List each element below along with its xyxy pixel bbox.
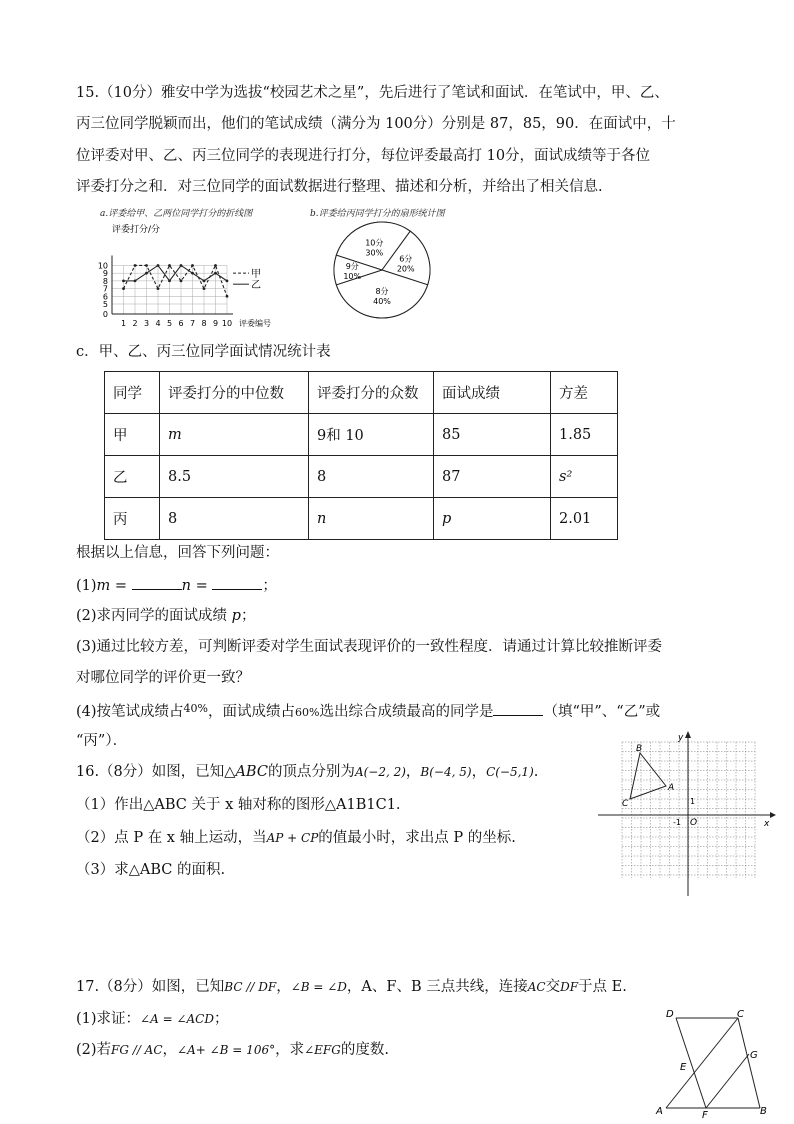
pie-percent: 20% <box>396 264 415 274</box>
table-cell: m <box>160 414 309 456</box>
expr: BC // DF <box>224 980 277 994</box>
data-point <box>145 272 148 275</box>
part4-text: ，面试成绩占 <box>208 704 295 720</box>
x-tick-label: 5 <box>166 319 173 328</box>
x-axis-arrow <box>770 812 776 818</box>
part4-text: (4)按笔试成绩占 <box>76 704 184 720</box>
q16-part3: （3）求△ABC 的面积. <box>76 862 226 878</box>
y-tick-label: 9 <box>102 269 108 279</box>
expr: ∠EFG <box>304 1043 341 1057</box>
label-c: C <box>737 1009 744 1020</box>
q17-text: 的度数. <box>340 1042 389 1058</box>
q17-part2 <box>76 1040 389 1060</box>
table-cell: 85 <box>434 414 551 456</box>
q17-text: ，求 <box>275 1042 305 1058</box>
q17-part1 <box>76 1009 228 1029</box>
label-y: y <box>678 733 684 743</box>
label-neg1: -1 <box>673 818 681 827</box>
expr: DF <box>560 980 579 994</box>
pie-label: 9分 <box>345 262 359 271</box>
q17-text: 17.（8分）如图，已知 <box>76 979 225 995</box>
chart-ylabel: 评委打分/分 <box>112 225 161 235</box>
q16-part1: （1）作出△ABC 关于 x 轴对称的图形△A1B1C1. <box>76 797 401 813</box>
point-c: C(−5,1) <box>486 765 534 779</box>
expr: AC <box>527 980 546 994</box>
y-tick-label: 7 <box>102 284 108 294</box>
expr: AP + CP <box>266 831 319 845</box>
table-header: 评委打分的众数 <box>309 372 434 414</box>
x-tick-label: 10 <box>221 319 233 328</box>
expr: FG // AC <box>111 1043 163 1057</box>
q16-text: 16.（8分）如图，已知△ <box>76 764 236 780</box>
part4-text: （填“甲”、“乙”或 <box>543 704 661 720</box>
q17-text: 于点 E. <box>578 979 627 995</box>
y-tick-label: 6 <box>102 292 108 302</box>
data-point <box>214 272 217 275</box>
table-cell: s² <box>551 456 618 498</box>
legend-label: 乙 <box>251 280 261 292</box>
triangle-abc <box>630 753 666 799</box>
x-tick-label: 3 <box>143 319 150 328</box>
expr: ∠B = ∠D <box>290 980 347 994</box>
q17-line1 <box>76 977 627 997</box>
pie-percent: 10% <box>343 272 362 281</box>
expr: ∠A = ∠ACD <box>140 1012 214 1026</box>
data-point <box>134 279 137 282</box>
q15-line3: 位评委对甲、乙、丙三位同学的表现进行打分，每位评委最高打 10分，面试成绩等于各位 <box>76 148 651 164</box>
table-header: 评委打分的中位数 <box>160 372 309 414</box>
punct: ， <box>162 1042 178 1058</box>
data-point <box>191 264 194 267</box>
data-point <box>180 264 183 267</box>
label-x: x <box>764 819 770 829</box>
pie-chart <box>330 218 434 322</box>
q15-line2: 丙三位同学脱颖而出，他们的笔试成绩（满分为 100分）分别是 87，85，90．在面试中，十 <box>76 116 676 132</box>
var-p: p <box>231 608 241 624</box>
data-point <box>168 279 171 282</box>
data-point <box>191 272 194 275</box>
table-header: 同学 <box>105 372 160 414</box>
label-e: E <box>680 1062 687 1073</box>
pie-percent: 40% <box>373 296 391 306</box>
var-m: m <box>96 578 111 594</box>
data-point <box>203 279 206 282</box>
data-point <box>203 287 206 290</box>
y-tick-label: 5 <box>102 300 108 309</box>
pie-label: 10分 <box>365 238 384 248</box>
label-a: A <box>668 783 675 793</box>
table-cell: 8 <box>309 456 434 498</box>
q15-line4: 评委打分之和．对三位同学的面试数据进行整理、描述和分析，并给出了相关信息. <box>76 179 603 195</box>
q16-text: （2）点 P 在 x 轴上运动，当 <box>76 830 267 846</box>
data-point <box>157 264 160 267</box>
punct: ， <box>276 979 291 995</box>
table-header-row <box>105 372 618 414</box>
q15-part2 <box>76 606 255 626</box>
q17-text: ，A、F、B 三点共线，连接 <box>346 979 528 995</box>
punct: ， <box>471 764 487 780</box>
part2-text: (2)求丙同学的面试成绩 <box>76 608 228 624</box>
point-a: A(−2, 2) <box>354 765 406 779</box>
q17-text: (1)求证： <box>76 1011 141 1027</box>
table-cell: 甲 <box>105 414 160 456</box>
punct: ； <box>262 578 277 594</box>
q16-text: 的顶点分别为 <box>267 764 355 780</box>
table-header: 方差 <box>551 372 618 414</box>
table-cell: 乙 <box>105 456 160 498</box>
x-tick-label: 1 <box>120 319 127 328</box>
y-axis-arrow <box>685 731 691 738</box>
expr: ∠A+ ∠B = 106° <box>177 1043 276 1057</box>
label-c: C <box>622 799 629 809</box>
var-n: n <box>181 578 192 594</box>
table-cell: p <box>434 498 551 540</box>
data-point <box>122 279 125 282</box>
q15-part3-line2: 对哪位同学的评价更一致？ <box>76 670 250 686</box>
answer-blank[interactable] <box>132 575 182 590</box>
data-point <box>145 264 148 267</box>
label-a: A <box>656 1106 663 1117</box>
x-tick-label: 4 <box>155 319 161 328</box>
data-point <box>122 287 125 290</box>
q16-line1 <box>76 762 538 782</box>
equals: = <box>110 578 132 594</box>
part4-text: 选出综合成绩最高的同学是 <box>319 704 494 720</box>
data-point <box>134 264 137 267</box>
table-row <box>105 498 618 540</box>
data-point <box>180 279 183 282</box>
table-cell: 8 <box>160 498 309 540</box>
data-point <box>226 295 229 298</box>
table-cell: 9和 10 <box>309 414 434 456</box>
y-tick-label: 8 <box>102 276 108 286</box>
table-cell: 8.5 <box>160 456 309 498</box>
table-row <box>105 414 618 456</box>
punct: . <box>533 764 539 780</box>
segment-fg <box>706 1054 749 1108</box>
table-cell: 丙 <box>105 498 160 540</box>
label-1: 1 <box>690 797 696 806</box>
part-label: (1) <box>76 578 97 594</box>
caption-c: c．甲、乙、丙三位同学面试情况统计表 <box>76 344 331 360</box>
data-point <box>168 264 171 267</box>
q15-line1: 15.（10分）雅安中学为选拔“校园艺术之星”，先后进行了笔试和面试．在笔试中，甲、乙、 <box>76 85 669 101</box>
x-tick-label: 8 <box>201 319 207 328</box>
pie-label: 6分 <box>399 254 413 264</box>
q15-intro: 根据以上信息，回答下列问题： <box>76 545 279 561</box>
table-cell: n <box>309 498 434 540</box>
x-tick-label: 7 <box>189 319 196 328</box>
table-cell: 87 <box>434 456 551 498</box>
y-tick-label: 0 <box>102 310 108 319</box>
caption-b: b.评委给丙同学打分的扇形统计图 <box>310 209 445 219</box>
x-tick-label: 6 <box>178 319 184 328</box>
triangle-name: ABC <box>235 764 268 780</box>
legend-label: 甲 <box>251 269 261 281</box>
x-axis-label: 评委编号 <box>239 319 271 328</box>
pct: 60% <box>295 706 320 719</box>
q15-part4-line2: “丙”）． <box>76 733 128 749</box>
caption-a: a.评委给甲、乙两位同学打分的折线图 <box>100 209 253 219</box>
q16-text: 的值最小时，求出点 P 的坐标. <box>318 830 516 846</box>
punct: ； <box>240 608 256 624</box>
x-tick-label: 9 <box>212 319 219 328</box>
punct: ， <box>405 764 421 780</box>
pie-label: 8分 <box>375 286 389 296</box>
table-row <box>105 456 618 498</box>
point-b: B(−4, 5) <box>420 765 472 779</box>
label-d: D <box>666 1009 674 1020</box>
coordinate-figure <box>598 728 778 898</box>
data-point <box>226 279 229 282</box>
label-f: F <box>702 1110 708 1118</box>
q15-part4 <box>76 699 660 723</box>
q17-text: 交 <box>545 979 561 995</box>
data-point <box>157 287 160 290</box>
answer-blank[interactable] <box>212 575 262 590</box>
x-tick-label: 2 <box>132 319 138 328</box>
table-header: 面试成绩 <box>434 372 551 414</box>
y-tick-label: 10 <box>97 261 108 271</box>
label-b: B <box>760 1106 767 1117</box>
label-g: G <box>750 1050 758 1061</box>
q16-part2 <box>76 828 516 848</box>
q17-text: (2)若 <box>76 1042 112 1058</box>
stats-table <box>104 371 618 540</box>
q15-part1 <box>76 575 277 596</box>
label-b: B <box>636 744 643 754</box>
table-cell: 2.01 <box>551 498 618 540</box>
geometry-figure <box>650 1006 776 1118</box>
label-o: O <box>690 818 698 828</box>
q15-part3-line1: (3)通过比较方差，可判断评委对学生面试表现评价的一致性程度．请通过计算比较推断评委 <box>76 639 663 655</box>
answer-blank[interactable] <box>493 701 543 716</box>
punct: ； <box>213 1011 229 1027</box>
line-chart <box>92 218 302 330</box>
pie-percent: 30% <box>365 248 384 258</box>
table-cell: 1.85 <box>551 414 618 456</box>
pct: 40% <box>183 702 208 715</box>
data-point <box>214 264 217 267</box>
equals: = <box>191 578 213 594</box>
